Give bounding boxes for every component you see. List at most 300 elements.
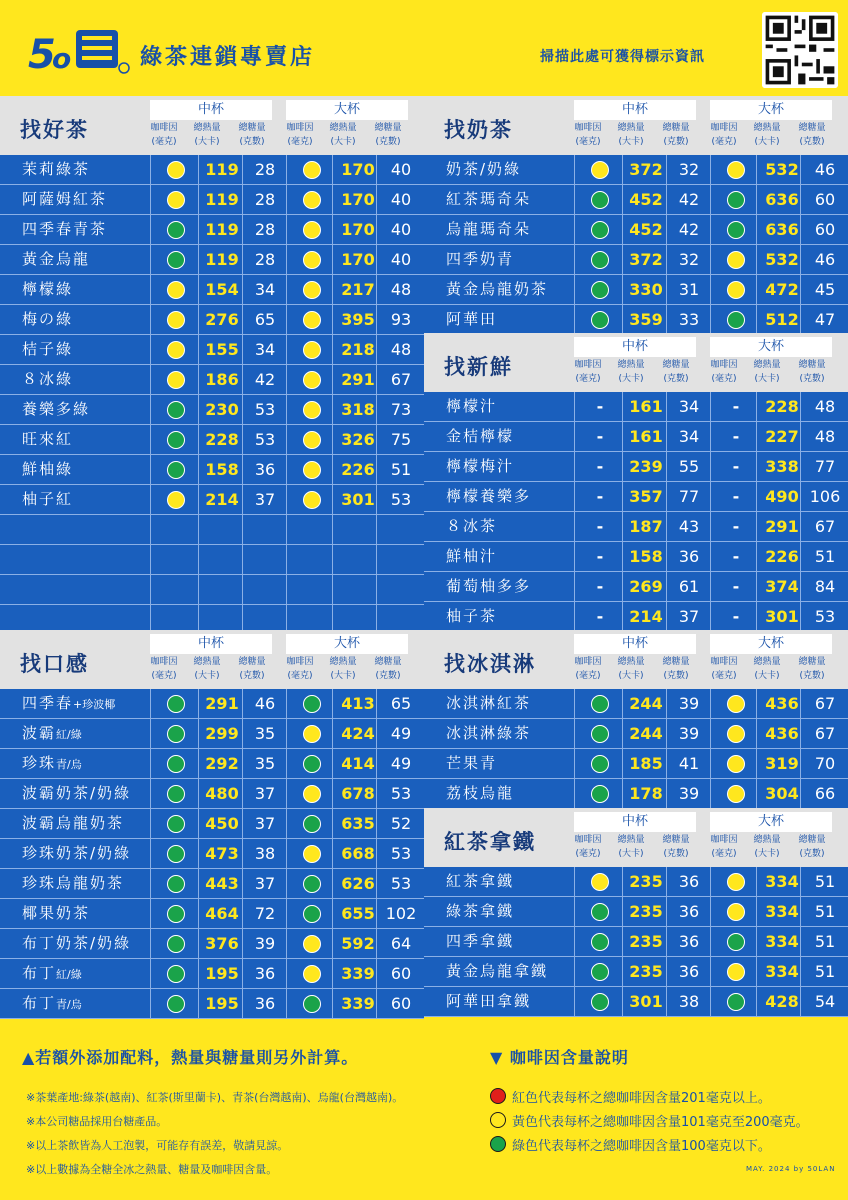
sugar-value: 45	[814, 280, 836, 299]
sugar-value: 37	[254, 814, 276, 833]
calories-value: 195	[205, 964, 239, 983]
column-unit: (毫克)	[711, 849, 737, 859]
sugar-value: 38	[678, 992, 700, 1011]
sugar-value: 49	[390, 754, 412, 773]
caffeine-green-dot	[591, 755, 609, 773]
column-unit: (克數)	[799, 374, 825, 384]
caffeine-green-dot	[303, 905, 321, 923]
sugar-value: 73	[390, 400, 412, 419]
caffeine-dash: -	[732, 517, 740, 536]
section-table	[424, 689, 848, 809]
drink-name	[446, 719, 531, 748]
table-row	[424, 482, 848, 512]
drink-name	[22, 335, 73, 364]
footer	[0, 1015, 848, 1200]
drink-name	[22, 455, 73, 484]
caffeine-dash: -	[596, 487, 604, 506]
column-unit: (克數)	[663, 374, 689, 384]
column-label: 總熱量	[617, 360, 645, 370]
drink-name	[446, 422, 514, 451]
calories-value: 119	[205, 250, 239, 269]
drink-name	[22, 215, 107, 244]
caffeine-green-dot	[167, 725, 185, 743]
caffeine-yellow-dot	[727, 785, 745, 803]
caffeine-yellow-dot	[303, 965, 321, 983]
column-unit: (大卡)	[618, 849, 644, 859]
column-unit: (毫克)	[575, 137, 601, 147]
column-header-kcal	[321, 121, 365, 149]
column-label: 總熱量	[329, 123, 357, 133]
column-header-caffeine	[278, 121, 322, 149]
caffeine-green-dot	[167, 815, 185, 833]
sugar-value: 36	[678, 962, 700, 981]
column-unit: (大卡)	[194, 671, 220, 681]
drink-name	[22, 485, 73, 514]
calories-value: 452	[629, 220, 663, 239]
table-row	[424, 305, 848, 335]
column-label: 總熱量	[753, 360, 781, 370]
legend-yellow-dot	[490, 1112, 506, 1128]
table-row	[424, 602, 848, 632]
table-row	[0, 455, 424, 485]
drink-name	[446, 602, 497, 631]
column-unit: (大卡)	[754, 849, 780, 859]
drink-name-text: 四季奶青	[446, 250, 515, 268]
column-label: 總糖量	[662, 360, 690, 370]
drink-name	[22, 869, 124, 898]
drink-name	[22, 689, 115, 718]
drink-name	[446, 542, 497, 571]
empty-row	[0, 515, 424, 545]
table-row	[424, 215, 848, 245]
cup-size-medium: 中杯	[150, 634, 272, 654]
column-header-kcal	[609, 833, 653, 861]
caffeine-yellow-dot	[303, 161, 321, 179]
sugar-value: 36	[254, 994, 276, 1013]
sugar-value: 60	[814, 220, 836, 239]
column-unit: (克數)	[375, 137, 401, 147]
drink-name	[446, 392, 497, 421]
caffeine-dash: -	[596, 457, 604, 476]
drink-name-text: 旺來紅	[22, 430, 74, 448]
sugar-value: 41	[678, 754, 700, 773]
drink-name-text: 冰淇淋綠茶	[446, 724, 532, 742]
caffeine-green-dot	[591, 311, 609, 329]
table-row	[0, 689, 424, 719]
sugar-value: 35	[254, 754, 276, 773]
footnote-basis: ※以上數據為全糖全冰之熱量、糖量及咖啡因含量。	[26, 1163, 278, 1176]
column-header-caffeine	[702, 358, 746, 386]
calories-value: 161	[629, 427, 663, 446]
caffeine-green-dot	[727, 993, 745, 1011]
caffeine-green-dot	[167, 905, 185, 923]
sugar-value: 36	[678, 547, 700, 566]
sugar-value: 36	[678, 872, 700, 891]
column-label: 咖啡因	[710, 123, 738, 133]
table-row	[0, 929, 424, 959]
sugar-value: 67	[814, 517, 836, 536]
sugar-value: 37	[254, 490, 276, 509]
drink-name	[446, 482, 531, 511]
column-label: 總熱量	[329, 657, 357, 667]
drink-name	[22, 929, 131, 958]
table-row	[0, 485, 424, 515]
drink-name-text: ８冰茶	[446, 517, 498, 535]
caffeine-green-dot	[167, 461, 185, 479]
sugar-value: 46	[814, 160, 836, 179]
caffeine-yellow-dot	[167, 311, 185, 329]
calories-value: 119	[205, 160, 239, 179]
qr-code-icon[interactable]	[762, 12, 838, 88]
section-table	[424, 392, 848, 632]
sugar-value: 33	[678, 310, 700, 329]
cup-size-large: 大杯	[710, 634, 832, 654]
section-table	[424, 155, 848, 335]
drink-name	[446, 305, 497, 334]
drink-variant: 紅/綠	[56, 968, 82, 981]
calories-value: 235	[629, 872, 663, 891]
drink-name-text: 波霸烏龍奶茶	[22, 814, 125, 832]
caffeine-yellow-dot	[303, 221, 321, 239]
section-title: 找冰淇淋	[444, 652, 536, 676]
column-unit: (毫克)	[287, 671, 313, 681]
section-title: 找奶茶	[444, 118, 513, 142]
caffeine-dash: -	[596, 577, 604, 596]
caffeine-yellow-dot	[727, 725, 745, 743]
sugar-value: 49	[390, 724, 412, 743]
calories-value: 592	[341, 934, 375, 953]
calories-value: 158	[629, 547, 663, 566]
header	[0, 0, 848, 96]
cup-size-large: 大杯	[710, 337, 832, 357]
drink-name-text: 檸檬汁	[446, 397, 498, 415]
calories-value: 464	[205, 904, 239, 923]
column-unit: (大卡)	[754, 671, 780, 681]
legend-title: ▼ 咖啡因含量說明	[490, 1048, 629, 1067]
calories-value: 244	[629, 694, 663, 713]
sugar-value: 61	[678, 577, 700, 596]
caffeine-yellow-dot	[591, 161, 609, 179]
drink-name	[22, 275, 73, 304]
drink-variant: 紅/綠	[56, 728, 82, 741]
sugar-value: 77	[678, 487, 700, 506]
sugar-value: 60	[814, 190, 836, 209]
table-row	[0, 215, 424, 245]
calories-value: 326	[341, 430, 375, 449]
sugar-value: 40	[390, 160, 412, 179]
column-unit: (大卡)	[618, 671, 644, 681]
calories-value: 269	[629, 577, 663, 596]
drink-name-text: 冰淇淋紅茶	[446, 694, 532, 712]
footnote-handmade: ※以上茶飲皆為人工泡製，可能存有誤差，敬請見諒。	[26, 1139, 289, 1152]
column-label: 總熱量	[753, 657, 781, 667]
column-unit: (毫克)	[711, 137, 737, 147]
column-unit: (毫克)	[151, 671, 177, 681]
table-row	[0, 809, 424, 839]
table-row	[424, 572, 848, 602]
sugar-value: 67	[814, 724, 836, 743]
calories-value: 170	[341, 190, 375, 209]
sugar-value: 32	[678, 160, 700, 179]
drink-name	[22, 779, 131, 808]
caffeine-yellow-dot	[167, 491, 185, 509]
sugar-value: 64	[390, 934, 412, 953]
column-unit: (毫克)	[711, 374, 737, 384]
section-table	[424, 867, 848, 1017]
caffeine-green-dot	[591, 963, 609, 981]
table-row	[424, 897, 848, 927]
column-header-sugar	[790, 833, 834, 861]
drink-name-text: 四季春青茶	[22, 220, 108, 238]
svg-text:5: 5	[28, 32, 56, 76]
table-row	[424, 987, 848, 1017]
caffeine-yellow-dot	[727, 251, 745, 269]
caffeine-yellow-dot	[727, 873, 745, 891]
caffeine-green-dot	[727, 191, 745, 209]
sugar-value: 51	[814, 962, 836, 981]
drink-name	[446, 867, 514, 896]
column-unit: (克數)	[239, 137, 265, 147]
sugar-value: 32	[678, 250, 700, 269]
calories-value: 299	[205, 724, 239, 743]
sugar-value: 36	[254, 964, 276, 983]
sugar-value: 70	[814, 754, 836, 773]
column-label: 總熱量	[617, 657, 645, 667]
caffeine-yellow-dot	[727, 903, 745, 921]
calories-value: 490	[765, 487, 799, 506]
caffeine-yellow-dot	[303, 311, 321, 329]
drink-name-text: 波霸	[22, 724, 57, 742]
footnote-sugar: ※本公司糖品採用台糖產品。	[26, 1115, 168, 1128]
drink-name-text: 檸檬綠	[22, 280, 74, 298]
sugar-value: 54	[814, 992, 836, 1011]
calories-value: 414	[341, 754, 375, 773]
column-header-sugar	[366, 655, 410, 683]
column-label: 總糖量	[238, 657, 266, 667]
column-label: 總糖量	[798, 835, 826, 845]
sugar-value: 40	[390, 190, 412, 209]
column-label: 咖啡因	[574, 657, 602, 667]
drink-name	[446, 245, 514, 274]
caffeine-green-dot	[727, 311, 745, 329]
cup-size-large: 大杯	[286, 100, 408, 120]
caffeine-green-dot	[167, 875, 185, 893]
calories-value: 372	[629, 250, 663, 269]
caffeine-dash: -	[732, 457, 740, 476]
column-unit: (大卡)	[618, 374, 644, 384]
sugar-value: 28	[254, 220, 276, 239]
calories-value: 318	[341, 400, 375, 419]
column-label: 咖啡因	[710, 835, 738, 845]
calories-value: 472	[765, 280, 799, 299]
drink-variant: 青/烏	[56, 998, 82, 1011]
table-row	[424, 779, 848, 809]
column-label: 總熱量	[617, 123, 645, 133]
calories-value: 678	[341, 784, 375, 803]
calories-value: 334	[765, 902, 799, 921]
column-label: 總熱量	[753, 123, 781, 133]
sugar-value: 55	[678, 457, 700, 476]
drink-variant: 青/烏	[56, 758, 82, 771]
caffeine-yellow-dot	[167, 281, 185, 299]
caffeine-yellow-dot	[727, 755, 745, 773]
column-header-kcal	[185, 655, 229, 683]
caffeine-yellow-dot	[167, 161, 185, 179]
calories-value: 301	[629, 992, 663, 1011]
sugar-value: 51	[814, 547, 836, 566]
drink-name	[22, 899, 90, 928]
calories-value: 195	[205, 994, 239, 1013]
sugar-value: 48	[390, 340, 412, 359]
calories-value: 235	[629, 932, 663, 951]
empty-row	[0, 545, 424, 575]
caffeine-green-dot	[591, 221, 609, 239]
drink-name	[446, 689, 531, 718]
drink-name	[446, 185, 531, 214]
table-row	[424, 275, 848, 305]
drink-name-text: 桔子綠	[22, 340, 74, 358]
calories-value: 480	[205, 784, 239, 803]
column-header-caffeine	[702, 833, 746, 861]
drink-name	[22, 185, 107, 214]
caffeine-yellow-dot	[303, 191, 321, 209]
empty-row	[0, 575, 424, 605]
sugar-value: 48	[390, 280, 412, 299]
drink-name-text: 阿華田	[446, 310, 498, 328]
drink-name	[446, 155, 521, 184]
column-header-kcal	[745, 121, 789, 149]
caffeine-green-dot	[167, 995, 185, 1013]
drink-name-text: 荔枝烏龍	[446, 784, 515, 802]
section-table	[0, 155, 424, 635]
sugar-value: 34	[678, 397, 700, 416]
caffeine-green-dot	[167, 431, 185, 449]
calories-value: 512	[765, 310, 799, 329]
calories-value: 218	[341, 340, 375, 359]
column-label: 咖啡因	[574, 123, 602, 133]
table-row	[0, 719, 424, 749]
caffeine-dash: -	[732, 397, 740, 416]
calories-value: 636	[765, 190, 799, 209]
column-label: 咖啡因	[286, 657, 314, 667]
drink-name	[22, 245, 90, 274]
sugar-value: 75	[390, 430, 412, 449]
calories-value: 450	[205, 814, 239, 833]
calories-value: 239	[629, 457, 663, 476]
calories-value: 227	[765, 427, 799, 446]
calories-value: 443	[205, 874, 239, 893]
sugar-value: 60	[390, 994, 412, 1013]
legend-red-dot	[490, 1088, 506, 1104]
caffeine-green-dot	[303, 695, 321, 713]
caffeine-dash: -	[596, 547, 604, 566]
column-unit: (克數)	[375, 671, 401, 681]
column-label: 總糖量	[798, 657, 826, 667]
cup-size-large: 大杯	[286, 634, 408, 654]
table-row	[424, 392, 848, 422]
sugar-value: 93	[390, 310, 412, 329]
table-row	[0, 749, 424, 779]
section-title: 找好茶	[20, 118, 89, 142]
sugar-value: 53	[390, 874, 412, 893]
caffeine-yellow-dot	[727, 281, 745, 299]
calories-value: 359	[629, 310, 663, 329]
column-label: 總糖量	[798, 123, 826, 133]
sugar-value: 72	[254, 904, 276, 923]
drink-name-text: 養樂多綠	[22, 400, 91, 418]
column-header-kcal	[609, 358, 653, 386]
legend-red-text: 紅色代表每杯之總咖啡因含量201毫克以上。	[512, 1091, 771, 1106]
calories-value: 436	[765, 724, 799, 743]
table-row	[0, 335, 424, 365]
drink-name-text: 茉莉綠茶	[22, 160, 91, 178]
drink-name-text: 四季拿鐵	[446, 932, 515, 950]
brand-logo	[28, 24, 138, 76]
calories-value: 178	[629, 784, 663, 803]
column-unit: (大卡)	[194, 137, 220, 147]
column-header-sugar	[790, 358, 834, 386]
column-unit: (克數)	[663, 137, 689, 147]
calories-value: 244	[629, 724, 663, 743]
caffeine-green-dot	[591, 933, 609, 951]
drink-name-text: 阿薩姆紅茶	[22, 190, 108, 208]
column-label: 總糖量	[662, 657, 690, 667]
calories-value: 395	[341, 310, 375, 329]
drink-name-text: 鮮柚綠	[22, 460, 74, 478]
column-header-caffeine	[702, 121, 746, 149]
drink-name	[22, 425, 73, 454]
sugar-value: 67	[814, 694, 836, 713]
column-header-sugar	[654, 655, 698, 683]
caffeine-dash: -	[732, 427, 740, 446]
column-label: 總糖量	[374, 657, 402, 667]
sugar-value: 39	[678, 724, 700, 743]
calories-value: 532	[765, 250, 799, 269]
section-title: 找新鮮	[444, 355, 513, 379]
caffeine-dash: -	[732, 487, 740, 506]
column-header-sugar	[366, 121, 410, 149]
cup-size-medium: 中杯	[574, 337, 696, 357]
cup-size-medium: 中杯	[574, 634, 696, 654]
calories-value: 228	[205, 430, 239, 449]
drink-name-text: 波霸奶茶/奶綠	[22, 784, 132, 802]
column-header-sugar	[654, 358, 698, 386]
table-row	[424, 867, 848, 897]
calories-value: 155	[205, 340, 239, 359]
calories-value: 170	[341, 250, 375, 269]
calories-value: 339	[341, 964, 375, 983]
calories-value: 235	[629, 902, 663, 921]
sugar-value: 34	[678, 427, 700, 446]
section-title: 紅茶拿鐵	[444, 830, 536, 854]
drink-name	[446, 927, 514, 956]
calories-value: 228	[765, 397, 799, 416]
calories-value: 428	[765, 992, 799, 1011]
drink-name	[22, 395, 90, 424]
caffeine-yellow-dot	[303, 845, 321, 863]
table-row	[0, 185, 424, 215]
calories-value: 374	[765, 577, 799, 596]
calories-value: 338	[765, 457, 799, 476]
calories-value: 235	[629, 962, 663, 981]
calories-value: 170	[341, 160, 375, 179]
table-row	[424, 185, 848, 215]
table-row	[0, 779, 424, 809]
column-label: 咖啡因	[710, 657, 738, 667]
sugar-value: 37	[254, 874, 276, 893]
caffeine-dash: -	[596, 517, 604, 536]
caffeine-dash: -	[596, 427, 604, 446]
